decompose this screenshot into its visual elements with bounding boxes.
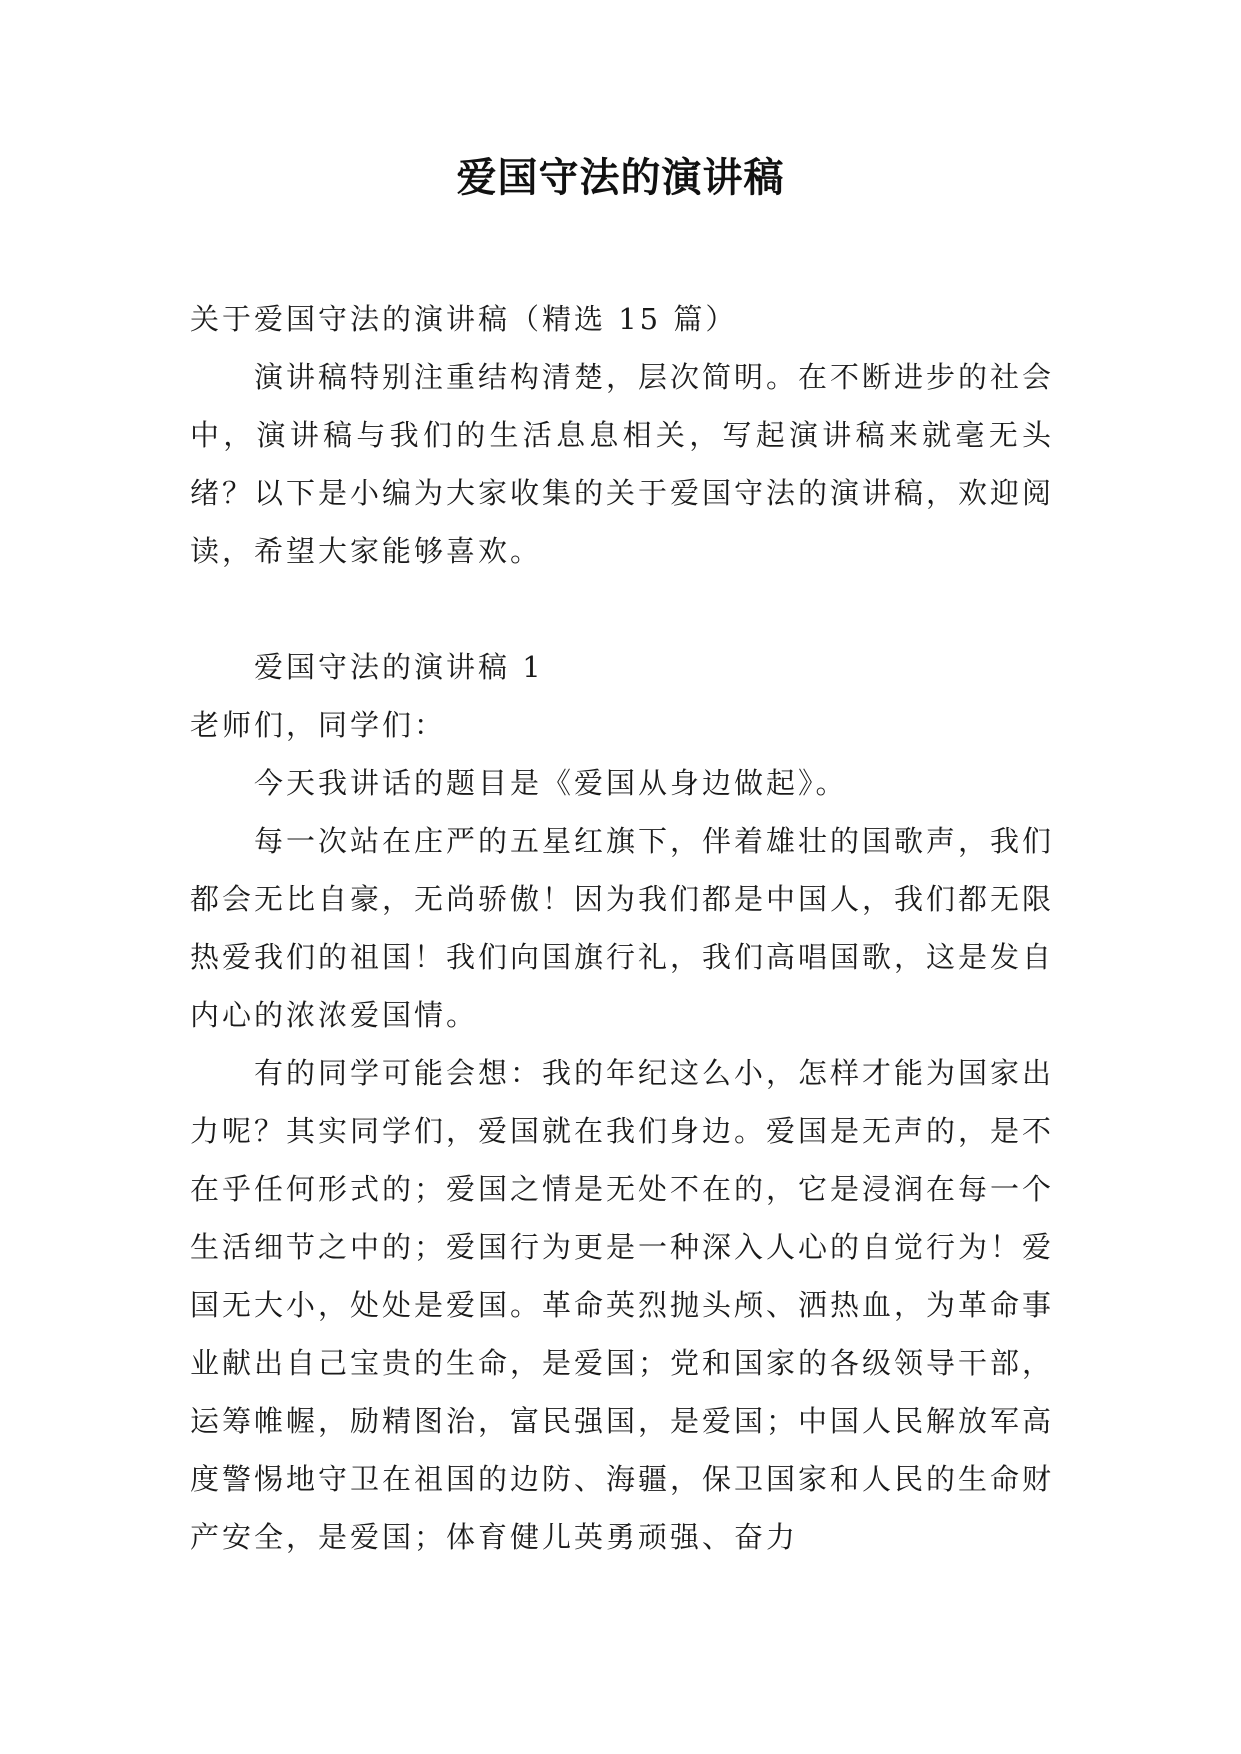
body-paragraph: 有的同学可能会想：我的年纪这么小，怎样才能为国家出力呢？其实同学们，爱国就在我们身边。爱国是无声的，是不在乎任何形式的；爱国之情是无处不在的，它是浸润在每一个生活细节之中的；爱国行为更是一种深入人心的自觉行为！爱国无大小，处处是爱国。革命英烈抛头颅、洒热血，为革命事业献出自己宝贵的生命，是爱国；党和国家的各级领导干部，运筹帷幄，励精图治，富民强国，是爱国；中国人民解放军高度警惕地守卫在祖国的边防、海疆，保卫国家和人民的生命财产安全，是爱国；体育健儿英勇顽强、奋力: [190, 1056, 1055, 1554]
salutation: 老师们，同学们：: [190, 708, 447, 742]
intro-paragraph: 演讲稿特别注重结构清楚，层次简明。在不断进步的社会中，演讲稿与我们的生活息息相关，写起演讲稿来就毫无头绪？以下是小编为大家收集的关于爱国守法的演讲稿，欢迎阅读，希望大家能够喜欢。: [190, 360, 1055, 568]
document-title: 爱国守法的演讲稿: [456, 155, 785, 201]
section-heading: 爱国守法的演讲稿 1: [254, 650, 544, 684]
body-paragraph: 今天我讲话的题目是《爱国从身边做起》。: [254, 766, 848, 800]
document-body: [190, 290, 1054, 1566]
body-paragraph: 每一次站在庄严的五星红旗下，伴着雄壮的国歌声，我们都会无比自豪，无尚骄傲！因为我们都是中国人，我们都无限热爱我们的祖国！我们向国旗行礼，我们高唱国歌，这是发自内心的浓浓爱国情。: [190, 824, 1055, 1032]
document-subtitle: 关于爱国守法的演讲稿（精选 15 篇）: [190, 302, 738, 336]
